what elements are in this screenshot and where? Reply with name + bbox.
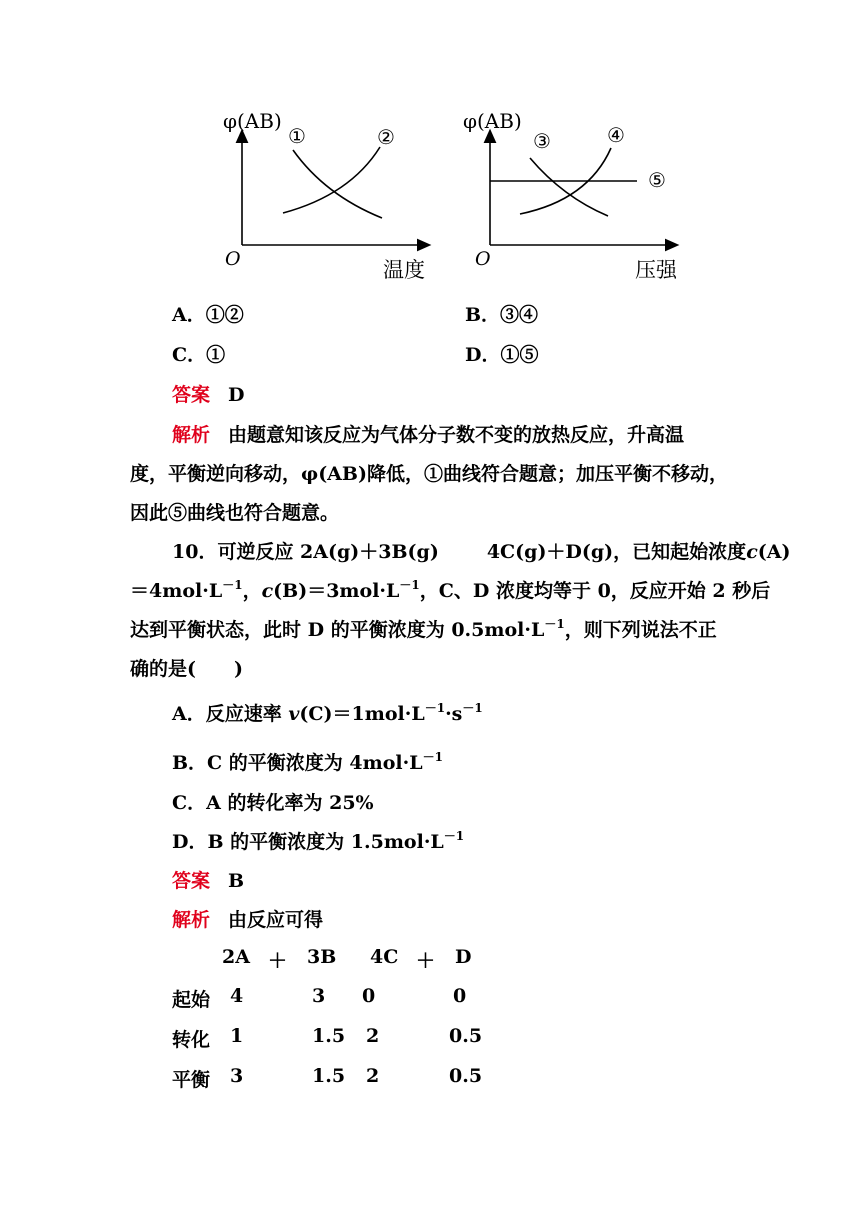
q9-analysis-line-3: 因此⑤曲线也符合题意。 <box>130 502 340 524</box>
answer-label: 答案 <box>172 870 211 892</box>
q9-option-c: C．① <box>172 344 226 366</box>
curve-5-label: ⑤ <box>648 168 666 192</box>
q10-stem-line-3: 达到平衡状态，此时 D 的平衡浓度为 $0.5mol\cdot L^{-1}$，则下列说法不正 <box>130 617 717 641</box>
q10-option-a: A．反应速率 $v(C)=1mol\cdot L^{-1}\cdot s^{-1}$ <box>172 701 483 725</box>
table-cell: 0.5 <box>449 1065 483 1087</box>
table-cell: 4 <box>230 985 244 1007</box>
analysis-label: 解析 <box>172 909 211 931</box>
table-cell: 1 <box>230 1025 244 1047</box>
q9-analysis-line-1: 解析 由题意知该反应为气体分子数不变的放热反应，升高温 <box>172 424 685 446</box>
curve-4-label: ④ <box>607 123 625 147</box>
answer-label: 答案 <box>172 384 211 406</box>
table-header-plus-2: ＋ <box>416 950 436 972</box>
curve-1 <box>293 150 382 218</box>
q10-analysis: 解析 由反应可得 <box>172 909 324 931</box>
graph-temperature <box>215 100 445 285</box>
curve-3-label: ③ <box>533 129 551 153</box>
table-header-d: D <box>455 946 472 968</box>
table-header-2a: 2A <box>222 946 250 968</box>
table-cell: 0 <box>453 985 467 1007</box>
q10-stem-line-2: $=4mol\cdot L^{-1}$，$c(B)=3mol\cdot L^{-1}$，C、D 浓度均等于 0，反应开始 2 秒后 <box>130 578 771 602</box>
table-cell: 0 <box>362 985 376 1007</box>
answer-value: D <box>228 384 245 406</box>
x-axis-label: 温度 <box>383 258 425 282</box>
origin-label: O <box>225 248 241 270</box>
table-header-4c: 4C <box>370 946 399 968</box>
table-cell: 3 <box>312 985 326 1007</box>
curve-1-label: ① <box>288 124 306 148</box>
answer-value: B <box>228 870 245 892</box>
table-cell: 3 <box>230 1065 244 1087</box>
q10-stem-line-4: 确的是( ) <box>130 658 243 680</box>
q9-option-d: D．①⑤ <box>465 344 539 366</box>
q10-option-d: D．B 的平衡浓度为 $1.5mol\cdot L^{-1}$ <box>172 829 465 853</box>
q10-option-c: C．A 的转化率为 25% <box>172 792 374 814</box>
q9-option-a: A．①② <box>172 304 244 326</box>
origin-label: O <box>475 248 491 270</box>
table-cell: 0.5 <box>449 1025 483 1047</box>
table-header-plus-1: ＋ <box>268 950 288 972</box>
graph-pressure <box>463 100 693 285</box>
x-axis-label: 压强 <box>635 258 677 282</box>
table-row-label: 平衡 <box>172 1069 211 1091</box>
table-cell: 1.5 <box>312 1065 346 1087</box>
table-header-3b: 3B <box>307 946 337 968</box>
table-row-label: 转化 <box>172 1029 211 1051</box>
analysis-label: 解析 <box>172 424 211 446</box>
y-axis-label: φ(AB) <box>463 109 522 133</box>
q10-answer <box>172 866 244 893</box>
curve-3 <box>530 158 608 216</box>
q10-option-b: B．C 的平衡浓度为 $4mol\cdot L^{-1}$ <box>172 750 443 774</box>
q9-analysis-line-2: 度，平衡逆向移动，φ(AB)降低，①曲线符合题意；加压平衡不移动， <box>130 463 728 485</box>
q10-stem-line-1: 10．可逆反应 2A(g)＋3B(g) 4C(g)＋D(g)，已知起始浓度c(A) <box>172 541 791 563</box>
table-cell: 2 <box>366 1025 380 1047</box>
table-row-label: 起始 <box>172 989 211 1011</box>
curve-2-label: ② <box>377 125 395 149</box>
q9-option-b: B．③④ <box>465 304 539 326</box>
table-cell: 2 <box>366 1065 380 1087</box>
table-cell: 1.5 <box>312 1025 346 1047</box>
y-axis-label: φ(AB) <box>223 109 282 133</box>
q9-answer <box>172 380 245 407</box>
